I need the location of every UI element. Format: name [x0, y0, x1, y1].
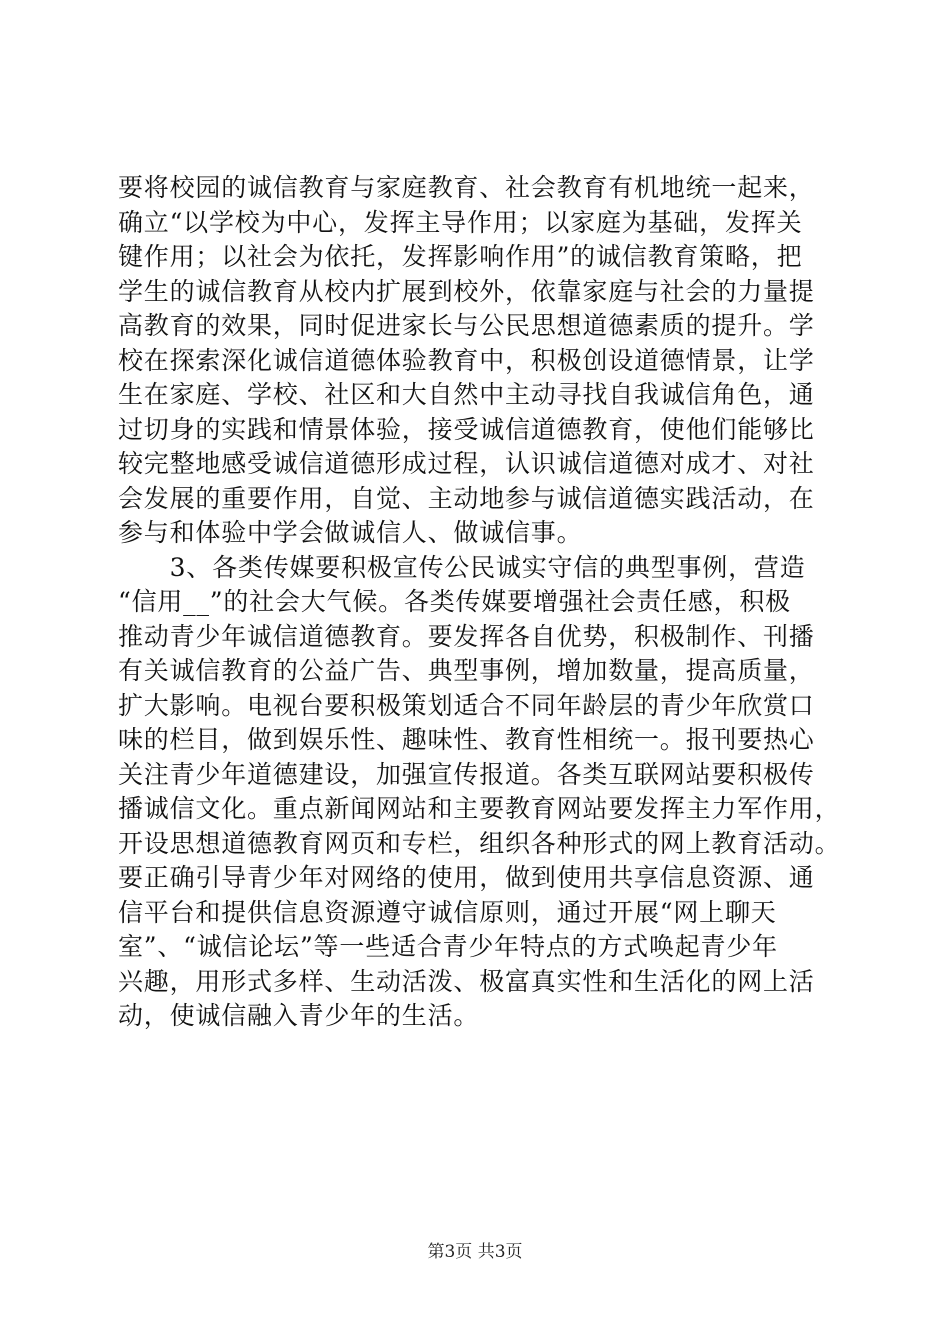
text-line: 3、各类传媒要积极宣传公民诚实守信的典型事例，营造 — [118, 552, 806, 582]
text-line: 校在探索深化诚信道德体验教育中，积极创设道德情景，让学 — [118, 345, 815, 375]
text-line: 关注青少年道德建设，加强宣传报道。各类互联网站要积极传 — [118, 759, 815, 789]
text-line: 高教育的效果，同时促进家长与公民思想道德素质的提升。学 — [118, 311, 815, 340]
text-line: 参与和体验中学会做诚信人、做诚信事。 — [118, 518, 583, 547]
text-line: 会发展的重要作用，自觉、主动地参与诚信道德实践活动，在 — [118, 483, 815, 513]
text-line: 要将校园的诚信教育与家庭教育、社会教育有机地统一起来， — [118, 173, 815, 202]
text-line: 信平台和提供信息资源遵守诚信原则，通过开展“网上聊天 — [118, 897, 777, 927]
body-text — [118, 171, 841, 1034]
text-line: 要正确引导青少年对网络的使用，做到使用共享信息资源、通 — [118, 863, 815, 892]
text-line: 较完整地感受诚信道德形成过程，认识诚信道德对成才、对社 — [118, 449, 815, 478]
page-number: 第3页 共3页 — [427, 1242, 523, 1262]
page-footer — [0, 1240, 950, 1264]
text-line: 过切身的实践和情景体验，接受诚信道德教育，使他们能够比 — [118, 414, 815, 444]
text-line: 学生的诚信教育从校内扩展到校外，依靠家庭与社会的力量提 — [118, 276, 815, 306]
text-line: “信用__”的社会大气候。各类传媒要增强社会责任感，积极 — [118, 587, 791, 616]
text-line: 键作用；以社会为依托，发挥影响作用”的诚信教育策略，把 — [118, 242, 803, 271]
text-line: 有关诚信教育的公益广告、典型事例，增加数量，提高质量， — [118, 656, 815, 685]
text-line: 推动青少年诚信道德教育。要发挥各自优势，积极制作、刊播 — [118, 621, 815, 651]
text-line: 确立“以学校为中心，发挥主导作用；以家庭为基础，发挥关 — [118, 207, 803, 237]
text-line: 味的栏目，做到娱乐性、趣味性、教育性相统一。报刊要热心 — [118, 725, 815, 754]
text-line: 扩大影响。电视台要积极策划适合不同年龄层的青少年欣赏口 — [118, 690, 815, 720]
text-line: 兴趣，用形式多样、生动活泼、极富真实性和生活化的网上活 — [118, 966, 815, 996]
text-line: 播诚信文化。重点新闻网站和主要教育网站要发挥主力军作用， — [118, 794, 841, 823]
text-line: 室”、“诚信论坛”等一些适合青少年特点的方式唤起青少年 — [118, 932, 778, 961]
text-line: 动，使诚信融入青少年的生活。 — [118, 1001, 480, 1030]
text-line: 生在家庭、学校、社区和大自然中主动寻找自我诚信角色，通 — [118, 380, 815, 409]
text-line: 开设思想道德教育网页和专栏，组织各种形式的网上教育活动。 — [118, 828, 841, 858]
